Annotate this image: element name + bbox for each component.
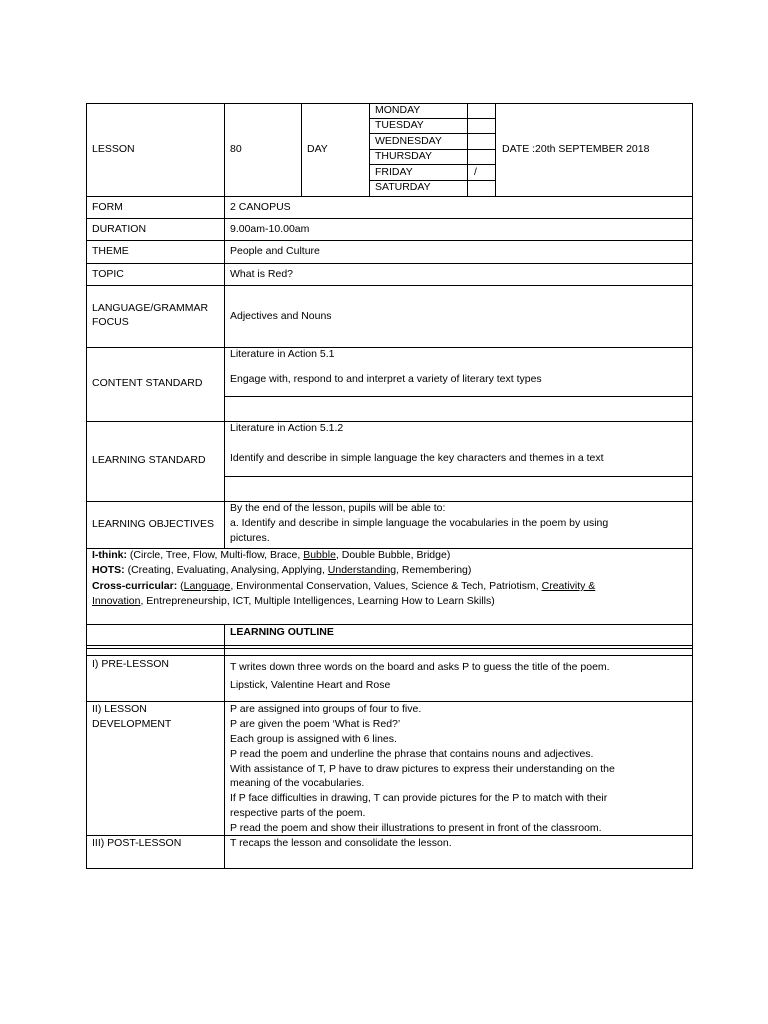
development-step: With assistance of T, P have to draw pictures to express their understanding on the — [230, 763, 615, 775]
post-lesson-label: III) POST-LESSON — [92, 837, 182, 849]
cross-selected: Creativity & — [541, 580, 596, 592]
content-standard-code: Literature in Action 5.1 — [230, 348, 335, 360]
development-step: P are assigned into groups of four to five. — [230, 703, 422, 715]
day-name: WEDNESDAY — [375, 135, 442, 147]
pre-lesson-label: I) PRE-LESSON — [92, 658, 170, 670]
content-standard-label: CONTENT STANDARD — [92, 377, 203, 389]
hots-label: HOTS: — [92, 564, 125, 576]
hots-text: (Creating, Evaluating, Analysing, Applying, — [124, 564, 328, 576]
form-label: FORM — [92, 201, 123, 213]
development-step: Each group is assigned with 6 lines. — [230, 733, 397, 745]
ithink-line — [92, 549, 450, 562]
post-lesson-text: T recaps the lesson and consolidate the lesson. — [230, 837, 452, 849]
day-name: TUESDAY — [375, 119, 424, 131]
objectives-line: a. Identify and describe in simple language the vocabularies in the poem by using — [230, 517, 609, 529]
objectives-label: LEARNING OBJECTIVES — [92, 518, 214, 530]
cross-text: , Entrepreneurship, ICT, Multiple Intelligences, Learning How to Learn Skills) — [140, 595, 495, 607]
duration-label: DURATION — [92, 223, 147, 235]
focus-label-2: FOCUS — [92, 316, 129, 328]
day-name: THURSDAY — [375, 150, 432, 162]
lesson-date: DATE :20th SEPTEMBER 2018 — [502, 143, 650, 155]
hots-selected: Understanding — [327, 564, 397, 576]
day-name: SATURDAY — [375, 181, 431, 193]
duration-value: 9.00am-10.00am — [230, 223, 310, 235]
development-step: P are given the poem ‘What is Red?’ — [230, 718, 401, 730]
cross-selected: Language — [183, 580, 231, 592]
lesson-number: 80 — [230, 143, 242, 155]
topic-value: What is Red? — [230, 268, 294, 280]
cross-text: ( — [177, 580, 184, 592]
development-step: P read the poem and underline the phrase that contains nouns and adjectives. — [230, 748, 594, 760]
objectives-line: By the end of the lesson, pupils will be able to: — [230, 502, 446, 514]
learning-standard-label: LEARNING STANDARD — [92, 454, 206, 466]
cross-line-2 — [92, 595, 495, 608]
theme-value: People and Culture — [230, 245, 320, 257]
development-step: respective parts of the poem. — [230, 807, 366, 819]
development-label-2: DEVELOPMENT — [92, 718, 172, 730]
day-label: DAY — [307, 143, 328, 155]
hots-text: , Remembering) — [396, 564, 472, 576]
outline-title: LEARNING OUTLINE — [230, 626, 334, 638]
lesson-label: LESSON — [92, 143, 135, 155]
objectives-line: pictures. — [230, 532, 270, 544]
development-label: II) LESSON — [92, 703, 147, 715]
ithink-text: , Double Bubble, Bridge) — [335, 549, 451, 561]
development-step: P read the poem and show their illustrations to present in front of the classroom. — [230, 822, 602, 834]
ithink-selected: Bubble — [303, 549, 336, 561]
pre-lesson-text: Lipstick, Valentine Heart and Rose — [230, 679, 391, 691]
learning-standard-text: Identify and describe in simple language the key characters and themes in a text — [230, 452, 604, 464]
day-name: MONDAY — [375, 104, 421, 116]
form-value: 2 CANOPUS — [230, 201, 291, 213]
focus-value: Adjectives and Nouns — [230, 310, 332, 322]
ithink-label: I-think: — [92, 549, 127, 561]
content-standard-text: Engage with, respond to and interpret a variety of literary text types — [230, 373, 542, 385]
cross-label: Cross-curricular: — [92, 580, 178, 592]
hots-line — [92, 564, 471, 577]
topic-label: TOPIC — [92, 268, 124, 280]
learning-standard-code: Literature in Action 5.1.2 — [230, 422, 344, 434]
cross-selected: Innovation — [92, 595, 141, 607]
day-mark: / — [474, 166, 477, 178]
pre-lesson-text: T writes down three words on the board and asks P to guess the title of the poem. — [230, 661, 610, 673]
cross-text: , Environmental Conservation, Values, Science & Tech, Patriotism, — [230, 580, 542, 592]
ithink-text: (Circle, Tree, Flow, Multi-flow, Brace, — [127, 549, 304, 561]
development-step: meaning of the vocabularies. — [230, 777, 365, 789]
development-step: If P face difficulties in drawing, T can provide pictures for the P to match with their — [230, 792, 608, 804]
cross-line — [92, 580, 595, 593]
theme-label: THEME — [92, 245, 129, 257]
day-name: FRIDAY — [375, 166, 413, 178]
focus-label: LANGUAGE/GRAMMAR — [92, 302, 209, 314]
